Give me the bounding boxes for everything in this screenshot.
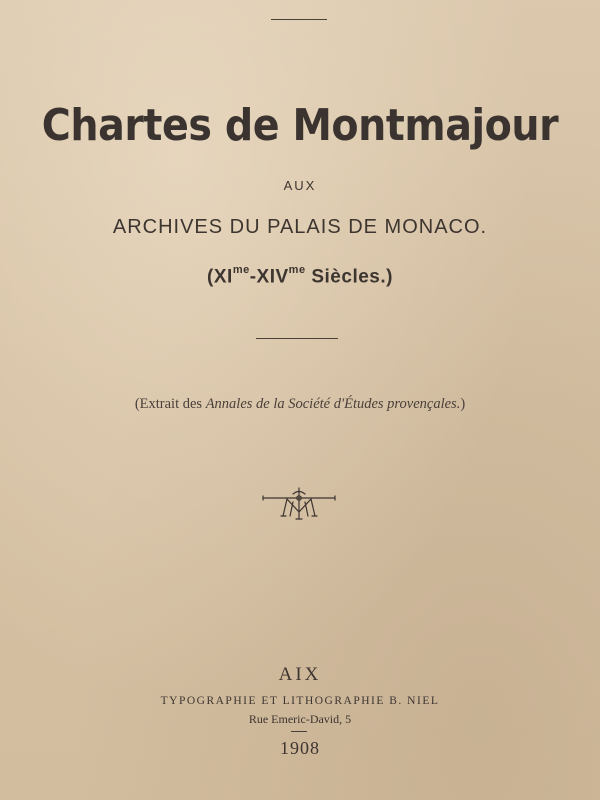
imprint-year: 1908 — [280, 738, 320, 758]
centuries-line — [0, 266, 600, 288]
extract-suffix: ) — [460, 396, 466, 412]
centuries-close: Siècles.) — [305, 266, 393, 288]
subtitle-archives: ARCHIVES DU PALAIS DE MONACO. — [112, 216, 488, 238]
centuries-sup-2: me — [288, 264, 306, 276]
extract-prefix: (Extrait des — [134, 396, 206, 412]
subtitle-preposition: AUX — [283, 178, 317, 193]
imprint-city: AIX — [278, 664, 322, 685]
centuries-open: (XI — [207, 266, 233, 288]
middle-rule — [256, 338, 338, 339]
extract-journal: Annales de la Société d'Études provençales. — [205, 396, 461, 412]
imprint-address: Rue Emeric-David, 5 — [248, 712, 352, 726]
extract-note — [0, 396, 600, 413]
page-title: Chartes de Montmajour — [41, 100, 559, 151]
imprint-rule — [291, 731, 307, 732]
centuries-mid: -XIV — [249, 266, 289, 288]
imprint-printer: TYPOGRAPHIE ET LITHOGRAPHIE B. NIEL — [160, 695, 440, 707]
centuries-sup-1: me — [232, 264, 250, 276]
top-rule — [271, 19, 327, 20]
printer-monogram-ornament-icon — [259, 486, 339, 522]
